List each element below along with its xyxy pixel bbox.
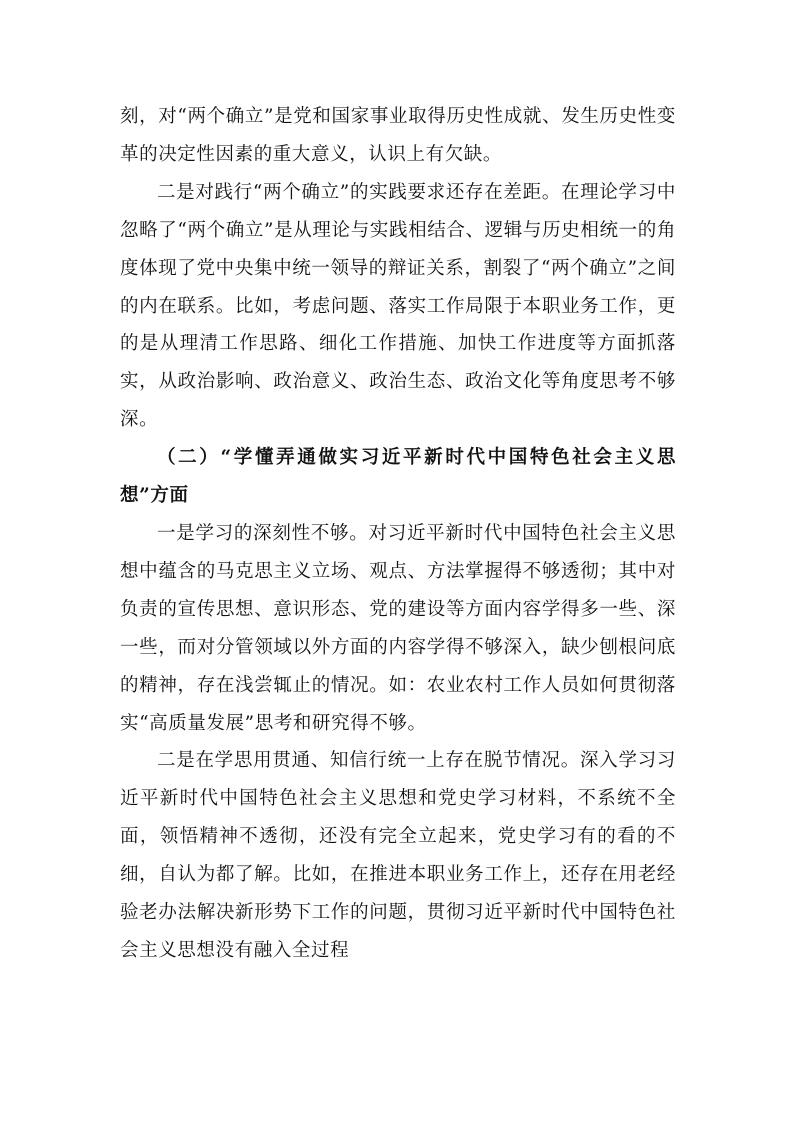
paragraph-study-depth: 一是学习的深刻性不够。对习近平新时代中国特色社会主义思想中蕴含的马克思主义立场、观点、方法掌握得不够透彻；其中对负责的宣传思想、意识形态、党的建设等方面内容学得多一些、深一些，而对分管领域以外方面的内容学得不够深入，缺少刨根问底的精神，存在浅尝辄止的情况。如：农业农村工作人员如何贯彻落实“高质量发展”思考和研究得不够。 xyxy=(120,522,676,734)
section-heading-xi-thought: （二）“学懂弄通做实习近平新时代中国特色社会主义思想”方面 xyxy=(120,447,676,507)
paragraph-two-establishments-practice: 二是对践行“两个确立”的实践要求还存在差距。在理论学习中忽略了“两个确立”是从理论与实践相结合、逻辑与历史相统一的角度体现了党中央集中统一领导的辩证关系，割裂了“两个确立”之间的内在联系。比如，考虑问题、落实工作局限于本职业务工作，更的是从理清工作思路、细化工作措施、加快工作进度等方面抓落实，从政治影响、政治意义、政治生态、政治文化等角度思考不够深。 xyxy=(120,181,676,431)
paragraph-continued: 刻，对“两个确立”是党和国家事业取得历史性成就、发生历史性变革的决定性因素的重大意义，认识上有欠缺。 xyxy=(120,106,676,165)
paragraph-study-practice-gap: 二是在学思用贯通、知信行统一上存在脱节情况。深入学习习近平新时代中国特色社会主义思想和党史学习材料，不系统不全面，领悟精神不透彻，还没有完全立起来，党史学习有的看的不细，自认为都了解。比如，在推进本职业务工作上，还存在用老经验老办法解决新形势下工作的问题，贯彻习近平新时代中国特色社会主义思想没有融入全过程 xyxy=(120,750,676,961)
document-body xyxy=(120,98,676,970)
